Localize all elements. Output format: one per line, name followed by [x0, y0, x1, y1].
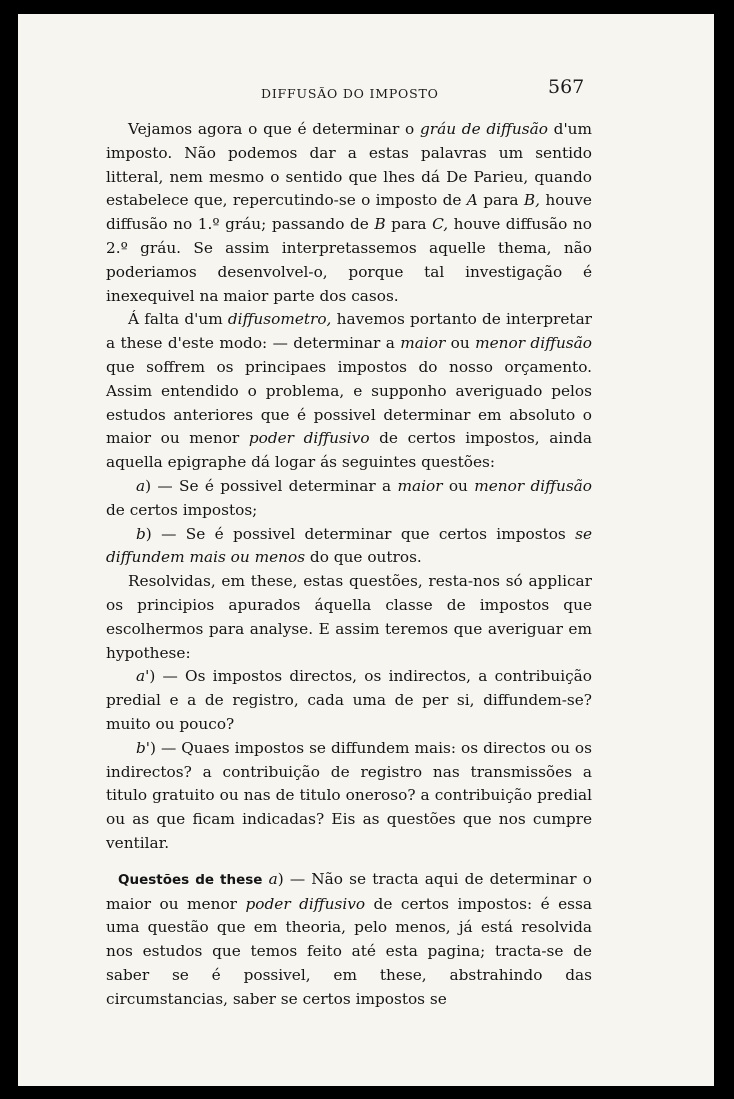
text-run: d'um imposto. Não podemos dar a estas palavras um sentido litteral, nem mesmo o sentido que lhes dá De Parieu, quando estabelece que, repercutindo-se o imposto de	[106, 120, 593, 210]
paragraph-8	[106, 868, 592, 1012]
italic-run: poder diffusivo	[245, 894, 366, 913]
paragraph-2	[106, 308, 592, 475]
text-run: que soffrem os principaes impostos do nosso orçamento. Assim entendido o problema, e supponho averiguado pelos estudos anteriores que é possivel determinar em absoluto o maior ou menor	[106, 357, 592, 448]
italic-run: menor diffusão	[474, 476, 592, 495]
italic-run: maior	[397, 476, 443, 495]
text-run: havemos portanto de interpretar a these d'este modo: — determinar a	[106, 310, 592, 353]
text-run: de certos impostos, ainda aquella epigraphe dá logar ás seguintes questões:	[106, 429, 592, 472]
page-header	[18, 76, 714, 106]
italic-run: a	[268, 869, 278, 888]
text-run: para	[477, 191, 524, 210]
italic-run: b'	[136, 738, 150, 757]
italic-run: diffusometro,	[227, 310, 332, 329]
text-run: Vejamos agora o que é determinar o	[128, 120, 420, 138]
body-text	[106, 118, 592, 1011]
italic-run: gráu de diffusão	[419, 120, 548, 138]
paragraph-4	[106, 523, 592, 571]
page-number: 567	[548, 76, 585, 98]
italic-run: a'	[136, 667, 150, 686]
italic-run: maior	[400, 334, 446, 353]
book-page	[18, 14, 714, 1086]
running-title: DIFFUSÃO DO IMPOSTO	[261, 86, 439, 101]
italic-run: B	[374, 215, 386, 234]
text-run: houve diffusão no 1.º gráu; passando de	[106, 191, 592, 234]
italic-run: a	[136, 476, 146, 495]
text-run: ) — Não se tracta aqui de determinar o maior ou menor	[106, 869, 592, 913]
italic-run: A	[466, 191, 478, 210]
paragraph-7	[106, 737, 592, 856]
paragraph-5: Resolvidas, em these, estas questões, resta-nos só applicar os principios apurados áquella classe de impostos que escolhermos para analyse. E assim teremos que averiguar em hypothese:	[106, 572, 592, 662]
paragraph-1	[106, 118, 592, 308]
text-run: Á falta d'um	[128, 310, 228, 329]
italic-run: b	[136, 524, 146, 543]
text-run: ) — Os impostos directos, os indirectos, a contribuição predial e a de registro, cada uma de per si, diffundem-se? muito ou pouco?	[106, 667, 592, 733]
text-run: do que outros.	[305, 548, 422, 567]
text-run: ou	[442, 476, 475, 495]
italic-run: menor diffusão	[475, 334, 592, 353]
text-run: ) — Quaes impostos se diffundem mais: os directos ou os indirectos? a contribuição de registro nas transmissões a titulo gratuito ou nas de titulo oneroso? a contribuição predial ou as que ficam indicadas? Eis as questões que nos cumpre ventilar.	[106, 738, 592, 852]
italic-run: se diffundem mais ou menos	[106, 524, 592, 567]
section-heading: Questões de these	[118, 871, 263, 888]
italic-run: poder diffusivo	[248, 429, 370, 448]
text-run: de certos impostos;	[106, 500, 258, 519]
text-run: de certos impostos: é essa uma questão que em theoria, pelo menos, já está resolvida nos estudos que temos feito até esta pagina; tracta-se de saber se é possivel, em these, abstrahindo das circumstancias, saber se certos impostos se	[106, 894, 592, 1008]
italic-run: B,	[523, 191, 541, 210]
paragraph-3	[106, 475, 592, 523]
italic-run: C,	[432, 215, 449, 234]
paragraph-6	[106, 665, 592, 736]
text-run: ou	[445, 334, 476, 353]
text-run: ) — Se é possivel determinar a	[145, 476, 398, 495]
text-run: ) — Se é possivel determinar que certos impostos	[145, 524, 576, 543]
text-run: houve diffusão no 2.º gráu. Se assim interpretassemos aquelle thema, não poderiamos desenvolvel-o, porque tal investigação é inexequivel na maior parte dos casos.	[106, 215, 592, 305]
text-run: para	[385, 215, 433, 234]
